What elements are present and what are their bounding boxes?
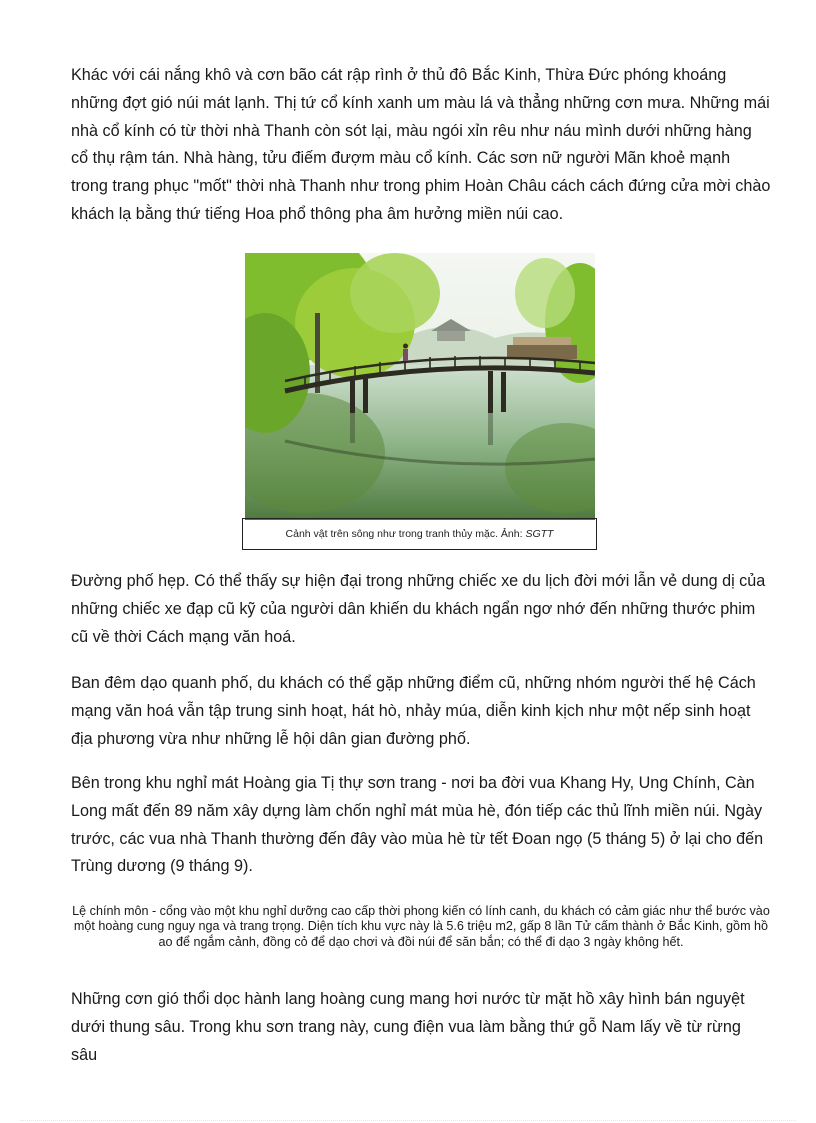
paragraph-night: Ban đêm dạo quanh phố, du khách có thể gặp những điểm cũ, những nhóm người thế hệ Cách mạng văn hoá vẫn tập trung sinh hoạt, hát hò, nhảy múa, diễn kinh kịch như một nếp sinh hoạt địa phương vừa như những lễ hội dân gian đường phố. bbox=[71, 674, 756, 748]
paragraph-streets: Đường phố hẹp. Có thể thấy sự hiện đại trong những chiếc xe du lịch đời mới lẫn vẻ dung dị của những chiếc xe đạp cũ kỹ của người dân khiến du khách ngẩn ngơ nhớ đến những thước phim cũ về thời Cách mạng văn hoá. bbox=[71, 572, 766, 646]
photo-credit: SGTT bbox=[525, 528, 554, 540]
paragraph-wind: Những cơn gió thổi dọc hành lang hoàng cung mang hơi nước từ mặt hồ xây hình bán nguyệt dưới thung sâu. Trong khu sơn trang này, cung điện vua làm bằng thứ gỗ Nam lấy về từ rừng sâu bbox=[71, 990, 745, 1064]
photo-caption-text: Cảnh vật trên sông như trong tranh thủy mặc. Ảnh: bbox=[285, 528, 526, 540]
page-bottom-divider bbox=[20, 1120, 796, 1121]
gate-caption: Lệ chính môn - cổng vào một khu nghỉ dưỡng cao cấp thời phong kiến có lính canh, du khách có cảm giác như thể bước vào một hoàng cung nguy nga và trang trọng. Diện tích khu vực này là 5.6 triệu m2, gấp 8 lần Tử cấm thành ở Bắc Kinh, gồm hồ ao để ngắm cảnh, đồng cỏ để dạo chơi và đồi núi để săn bắn; có thể đi dạo 3 ngày không hết. bbox=[72, 904, 770, 949]
bridge-photo bbox=[245, 253, 595, 520]
paragraph-intro: Khác với cái nắng khô và cơn bão cát rập rình ở thủ đô Bắc Kinh, Thừa Đức phóng khoáng những đợt gió núi mát lạnh. Thị tứ cổ kính xanh um màu lá và thẳng những cơn mưa. Những mái nhà cổ kính có từ thời nhà Thanh còn sót lại, màu ngói xỉn rêu như náu mình dưới những hàng cổ thụ rậm tán. Nhà hàng, tửu điếm đượm màu cổ kính. Các sơn nữ người Mãn khoẻ mạnh trong trang phục "mốt" thời nhà Thanh như trong phim Hoàn Châu cách cách đứng cửa mời chào khách lạ bằng thứ tiếng Hoa phổ thông pha âm hưởng miền núi cao. bbox=[71, 66, 771, 223]
paragraph-resort: Bên trong khu nghỉ mát Hoàng gia Tị thự sơn trang - nơi ba đời vua Khang Hy, Ung Chính, Càn Long mất đến 89 năm xây dựng làm chốn nghỉ mát mùa hè, đón tiếp các thủ lĩnh miền núi. Ngày trước, các vua nhà Thanh thường đến đây vào mùa hè từ tết Đoan ngọ (5 tháng 5) ở lại cho đến Trùng dương (9 tháng 9). bbox=[71, 774, 764, 876]
photo-caption bbox=[242, 518, 597, 550]
